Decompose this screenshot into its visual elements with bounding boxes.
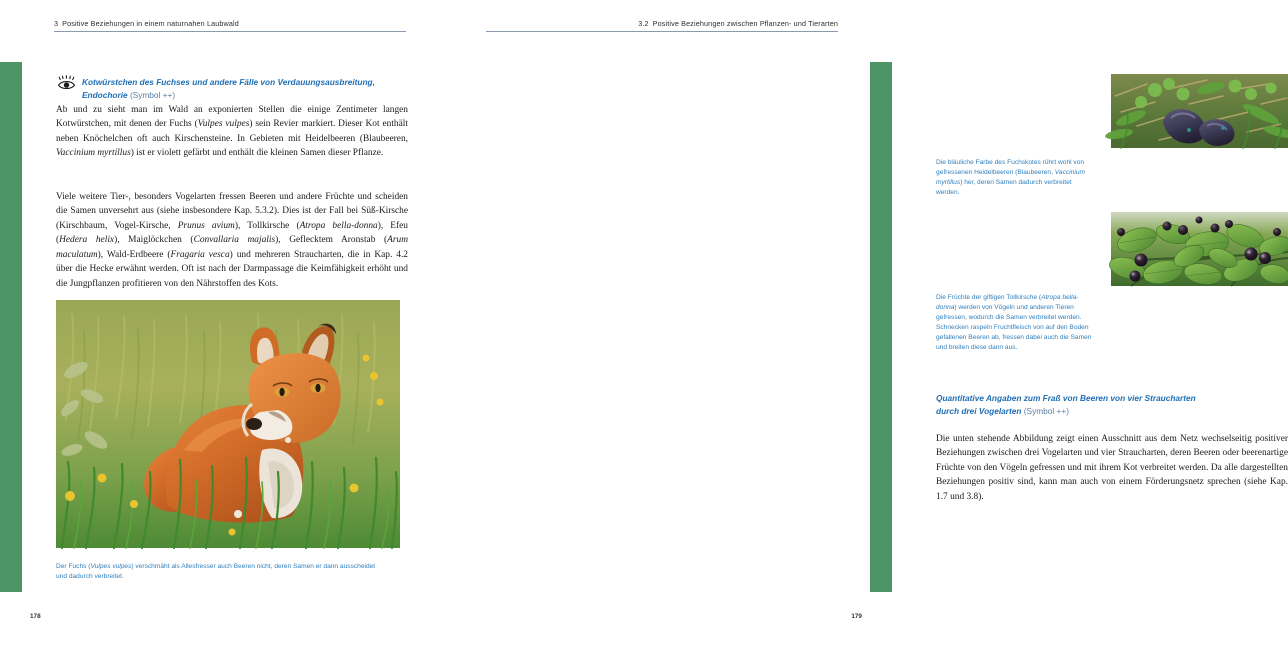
body-paragraph-left-1 [56, 103, 408, 161]
section-heading-right-line2: durch drei Vogelarten [936, 405, 1022, 416]
folio-left: 178 [30, 613, 41, 620]
paragraph-text: Ab und zu sieht man im Wald an exponierten Stellen die einige Zentimeter langen Kotwürstchen, mit denen der Fuchs (Vulpes vulpes) sein Revier markiert. Dieser Kot enthält neben Knöchelchen oft auch Kirschensteine. In Gebieten mit Heidelbeeren (Blaubeeren, Vaccinium myrtillus) ist er violett gefärbt und enthält die kleinen Samen dieser Pflanze. [56, 105, 408, 159]
running-head-right-number: 3.2 [638, 19, 649, 28]
caption-text: Die Früchte der giftigen Tollkirsche (Atropa bella-donna) werden von Vögeln und anderen Tieren gefressen, wodurch die Samen verbreitet werden. Schnecken raspeln Fruchtfleisch von auf den Boden gefallenen Beeren ab, fressen dabei auch die Samen und breiten diese dann aus. [936, 294, 1092, 352]
page-right [446, 0, 1288, 648]
photo-fox-scat [1111, 74, 1288, 148]
running-head-left-title: Positive Beziehungen in einem naturnahen Laubwald [62, 19, 239, 28]
body-paragraph-left-2 [56, 190, 408, 291]
photo-belladonna-berries [1111, 212, 1288, 286]
section-heading-right-symbol-note: (Symbol ++) [1023, 405, 1069, 416]
running-head-rule-left [54, 31, 406, 32]
section-heading-left-line1: Kotwürstchen des Fuchses und andere Fälle von Verdauungsausbreitung, [82, 77, 375, 87]
paragraph-text: Die unten stehende Abbildung zeigt einen Ausschnitt aus dem Netz wechselseitig positiver Beziehungen zwischen drei Vogelarten und vier Straucharten, deren Beeren oder beerenartige Früchte von den Vögeln gefressen und mit ihrem Kot verbreitet werden. Da alle dargestellten Beziehungen positiv sind, kann man auch von einem Förderungsnetz sprechen (siehe Kap. 1.7 und 3.8). [936, 434, 1288, 502]
folio-right: 179 [851, 613, 862, 620]
running-head-right-title: Positive Beziehungen zwischen Pflanzen- und Tierarten [652, 19, 838, 28]
caption-scat-photo [936, 158, 1096, 198]
running-head-left-number: 3 [54, 19, 59, 28]
running-head-right [638, 19, 838, 28]
eye-icon [56, 74, 78, 92]
body-paragraph-right-1 [936, 432, 1288, 504]
caption-berries-photo [936, 293, 1096, 354]
caption-text: Die bläuliche Farbe des Fuchskotes rührt wohl von gefressenen Heidelbeeren (Blaubeeren, Vaccinium myrtillus) her, deren Samen dadurch verbreitet werden. [936, 159, 1085, 197]
caption-fox-photo [56, 562, 386, 582]
paragraph-text: Viele weitere Tier-, besonders Vogelarten fressen Beeren und andere Früchte und scheiden die Samen unversehrt aus (siehe insbesondere Kap. 5.3.2). Dies ist der Fall bei Süß-Kirsche (Kirschbaum, Vogel-Kirsche, Prunus avium), Tollkirsche (Atropa bella-donna), Efeu (Hedera helix), Maiglöckchen (Convallaria majalis), Geflecktem Aronstab (Arum maculatum), Wald-Erdbeere (Fragaria vesca) und mehreren Straucharten, die in Kap. 4.2 über die Hecke erwähnt werden. Oft ist nach der Darmpassage die Keimfähigkeit erhöht und die Jungpflanzen profitieren von den Nährstoffen des Kots. [56, 192, 408, 289]
section-heading-left [82, 76, 407, 101]
photo-red-fox [56, 300, 400, 548]
caption-text: Der Fuchs (Vulpes vulpes) verschmäht als Allesfresser auch Beeren nicht, deren Samen er dann ausscheidet und dadurch verbreitet. [56, 563, 376, 581]
section-heading-left-symbol-note: (Symbol ++) [129, 89, 176, 100]
section-heading-right [936, 392, 1288, 417]
running-head-left [54, 19, 239, 28]
page-left [0, 0, 446, 648]
running-head-rule-right [486, 31, 838, 32]
section-heading-right-line1: Quantitative Angaben zum Fraß von Beeren von vier Straucharten [936, 393, 1196, 403]
section-heading-left-line2: Endochorie [82, 89, 128, 100]
